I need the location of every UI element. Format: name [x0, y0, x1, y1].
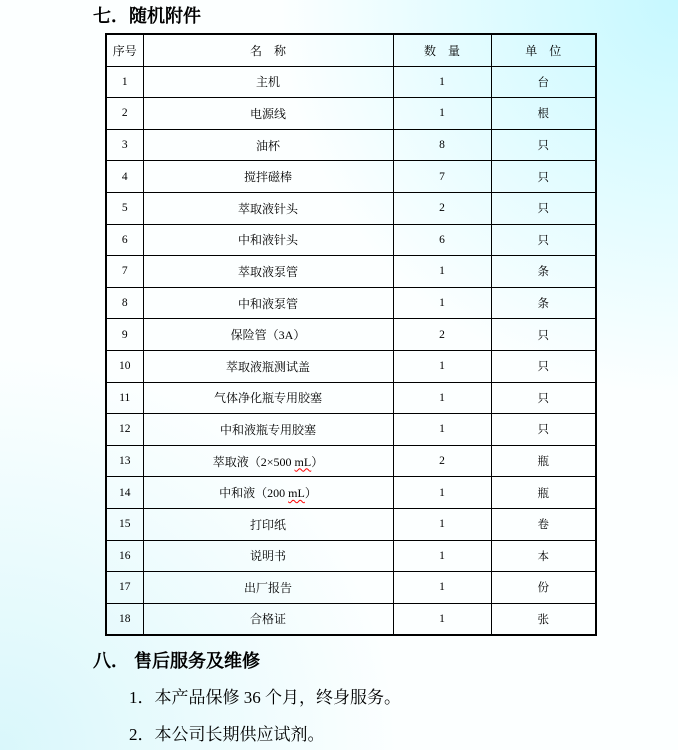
- cell-no: 9: [106, 319, 143, 351]
- cell-qty: 1: [393, 350, 491, 382]
- table-row: [106, 508, 596, 540]
- table-row: [106, 603, 596, 635]
- cell-unit: 只: [491, 319, 596, 351]
- cell-qty: 7: [393, 161, 491, 193]
- cell-no: 1: [106, 66, 143, 98]
- cell-name: 萃取液泵管: [143, 256, 393, 288]
- cell-name: 合格证: [143, 603, 393, 635]
- cell-qty: 1: [393, 98, 491, 130]
- cell-name: 气体净化瓶专用胶塞: [143, 382, 393, 414]
- cell-no: 5: [106, 192, 143, 224]
- cell-unit: 只: [491, 414, 596, 446]
- cell-unit: 条: [491, 287, 596, 319]
- after-sales-item-2: 2．本公司长期供应试剂。: [129, 725, 325, 744]
- column-header-qty: 数 量: [393, 34, 491, 66]
- cell-qty: 1: [393, 508, 491, 540]
- cell-name: 油杯: [143, 129, 393, 161]
- cell-no: 4: [106, 161, 143, 193]
- header-row: [106, 34, 596, 66]
- cell-qty: 1: [393, 572, 491, 604]
- cell-unit: 卷: [491, 508, 596, 540]
- cell-name: 中和液针头: [143, 224, 393, 256]
- table-row: [106, 572, 596, 604]
- cell-name: 萃取液针头: [143, 192, 393, 224]
- cell-no: 14: [106, 477, 143, 509]
- column-header-name: 名 称: [143, 34, 393, 66]
- cell-name: 中和液（200 mL）: [143, 477, 393, 509]
- cell-unit: 只: [491, 224, 596, 256]
- accessories-table: [105, 33, 597, 636]
- table-row: [106, 319, 596, 351]
- cell-qty: 1: [393, 382, 491, 414]
- cell-name: 保险管（3A）: [143, 319, 393, 351]
- cell-unit: 只: [491, 382, 596, 414]
- cell-unit: 瓶: [491, 445, 596, 477]
- column-header-no: 序号: [106, 34, 143, 66]
- cell-unit: 本: [491, 540, 596, 572]
- table-row: [106, 382, 596, 414]
- cell-unit: 瓶: [491, 477, 596, 509]
- table-row: [106, 477, 596, 509]
- cell-qty: 1: [393, 540, 491, 572]
- cell-no: 18: [106, 603, 143, 635]
- cell-unit: 只: [491, 129, 596, 161]
- cell-unit: 张: [491, 603, 596, 635]
- cell-unit: 条: [491, 256, 596, 288]
- table-row: [106, 161, 596, 193]
- cell-name: 出厂报告: [143, 572, 393, 604]
- table-row: [106, 287, 596, 319]
- table-row: [106, 350, 596, 382]
- table-row: [106, 224, 596, 256]
- table-row: [106, 66, 596, 98]
- table-row: [106, 540, 596, 572]
- cell-name: 电源线: [143, 98, 393, 130]
- cell-unit: 份: [491, 572, 596, 604]
- table-row: [106, 445, 596, 477]
- cell-no: 8: [106, 287, 143, 319]
- accessories-table-body: [106, 66, 596, 635]
- cell-qty: 1: [393, 603, 491, 635]
- cell-no: 13: [106, 445, 143, 477]
- cell-unit: 只: [491, 161, 596, 193]
- cell-name: 主机: [143, 66, 393, 98]
- cell-qty: 1: [393, 256, 491, 288]
- cell-qty: 2: [393, 445, 491, 477]
- cell-unit: 只: [491, 192, 596, 224]
- section-8-heading: 八． 售后服务及维修: [93, 651, 261, 671]
- cell-no: 15: [106, 508, 143, 540]
- table-row: [106, 192, 596, 224]
- cell-qty: 1: [393, 477, 491, 509]
- cell-unit: 台: [491, 66, 596, 98]
- cell-qty: 6: [393, 224, 491, 256]
- cell-no: 17: [106, 572, 143, 604]
- cell-name: 中和液泵管: [143, 287, 393, 319]
- cell-name: 萃取液瓶测试盖: [143, 350, 393, 382]
- cell-name: 打印纸: [143, 508, 393, 540]
- cell-name: 搅拌磁棒: [143, 161, 393, 193]
- cell-qty: 2: [393, 319, 491, 351]
- cell-no: 2: [106, 98, 143, 130]
- cell-name: 萃取液（2×500 mL）: [143, 445, 393, 477]
- cell-no: 6: [106, 224, 143, 256]
- cell-no: 7: [106, 256, 143, 288]
- cell-no: 3: [106, 129, 143, 161]
- cell-name: 中和液瓶专用胶塞: [143, 414, 393, 446]
- cell-qty: 8: [393, 129, 491, 161]
- cell-no: 10: [106, 350, 143, 382]
- cell-no: 12: [106, 414, 143, 446]
- cell-unit: 只: [491, 350, 596, 382]
- cell-qty: 1: [393, 66, 491, 98]
- cell-no: 16: [106, 540, 143, 572]
- table-row: [106, 256, 596, 288]
- after-sales-item-1: 1．本产品保修 36 个月，终身服务。: [129, 688, 401, 707]
- accessories-table-header: [106, 34, 596, 66]
- misspelling-underline: mL: [294, 454, 312, 469]
- cell-no: 11: [106, 382, 143, 414]
- section-7-heading: 七．随机附件: [93, 6, 201, 26]
- cell-qty: 1: [393, 287, 491, 319]
- cell-qty: 1: [393, 414, 491, 446]
- cell-qty: 2: [393, 192, 491, 224]
- column-header-unit: 单 位: [491, 34, 596, 66]
- misspelling-underline: mL: [288, 486, 305, 501]
- table-row: [106, 98, 596, 130]
- table-row: [106, 414, 596, 446]
- cell-unit: 根: [491, 98, 596, 130]
- table-row: [106, 129, 596, 161]
- cell-name: 说明书: [143, 540, 393, 572]
